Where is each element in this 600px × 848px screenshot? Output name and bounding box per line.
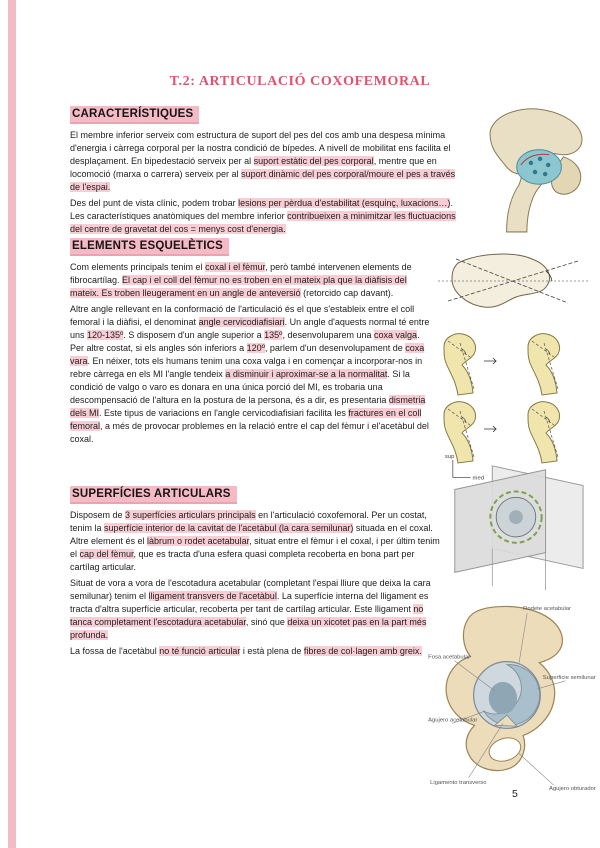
text-segment: , a més de provocar problemes en la relació entre el cap del fèmur i el'acetàbul del coxal. bbox=[70, 421, 429, 444]
text-segment-highlight: no tanca completament l'escotadura acetabular bbox=[70, 604, 424, 627]
text-segment-highlight: coxa valga bbox=[374, 330, 418, 340]
text-segment-highlight: El cap i el coll del fèmur no es troben en el mateix pla que la diàfisis del mateix. Es troben lleugerament en un angle de anteversió bbox=[70, 275, 407, 298]
text-segment: , però també intervenen elements de fibrocartílag. bbox=[70, 262, 412, 285]
text-segment-highlight: dismetria dels MI bbox=[70, 395, 426, 418]
text-segment-highlight: cap del fèmur bbox=[79, 549, 134, 559]
text-segment-highlight: fibres de col·lagen amb greix. bbox=[303, 646, 422, 656]
page-number: 5 bbox=[512, 788, 518, 800]
text-segment: La fossa de l'acetàbul bbox=[70, 646, 160, 656]
text-segment: en l'articulació coxofemoral. Per un costat, tenim la bbox=[70, 510, 427, 533]
text-segment-highlight: a disminuir i aproximar-se a la normalitat bbox=[225, 369, 388, 379]
text-segment-highlight: lesions per pèrdua d'estabilitat (esquinç, luxacions…) bbox=[238, 198, 451, 208]
text-segment: . Un angle d'aquests normal té entre uns bbox=[70, 317, 430, 340]
text-segment-highlight: fractures en el coll femoral bbox=[70, 408, 422, 431]
axis-label-sup: sup bbox=[444, 453, 455, 460]
text-segment-highlight: 135º bbox=[264, 330, 283, 340]
figure-label-fosa: Fosa acetabular bbox=[428, 654, 471, 661]
text-segment-highlight: angle cervicodiafisiari bbox=[198, 317, 285, 327]
text-segment: . Si la condició de valgo o varo es donara en una única porció del MI, es trobaria una descompensació de l'altura en la postura de la persona, és a dir, es presentaria bbox=[70, 369, 410, 405]
text-segment-highlight: superfície interior de la cavitat de l'acetàbul (la cara semilunar) bbox=[104, 523, 354, 533]
paragraph bbox=[70, 303, 436, 446]
text-segment-highlight: deixa un xicotet pas en la part més profunda. bbox=[70, 617, 427, 640]
text-segment: situada en el coxal. Altre element és el bbox=[70, 523, 433, 546]
planes-labrum-illustration bbox=[434, 452, 594, 602]
text-segment: i està plena de bbox=[240, 646, 304, 656]
section-heading: ELEMENTS ESQUELÈTICS bbox=[70, 238, 229, 256]
text-segment-highlight: suport dinàmic del pes corporal/moure el pes a través de l'espai. bbox=[70, 169, 456, 192]
paragraph bbox=[70, 509, 442, 574]
paragraph bbox=[70, 197, 464, 236]
text-segment: , situat entre el fèmur i el coxal, i per últim tenim el bbox=[70, 536, 440, 559]
text-segment-highlight: lligament transvers de l'acetàbul bbox=[148, 591, 277, 601]
axis-label-med: med bbox=[472, 475, 485, 482]
text-segment: . Les característiques anatòmiques del membre inferior bbox=[70, 198, 453, 221]
section-caracteristiques bbox=[70, 104, 464, 239]
left-margin-strip bbox=[8, 0, 16, 848]
text-segment: . La superfície interna del lligament es tracta d'altra superfície articular, recoberta per tant de cartílag articular. Este lligament bbox=[70, 591, 429, 614]
text-segment-highlight: coxal i el fèmur bbox=[205, 262, 266, 272]
section-heading: SUPERFÍCIES ARTICULARS bbox=[70, 486, 237, 504]
text-segment-highlight: 120º bbox=[246, 343, 265, 353]
text-segment: Altre angle rellevant en la conformació de l'articulació és el que s'estableix entre el coll femoral i la diàfisi, el denominat bbox=[70, 304, 415, 327]
text-segment: Des del punt de vista clínic, podem trobar bbox=[70, 198, 239, 208]
text-segment-highlight: coxa vara bbox=[70, 343, 425, 366]
text-segment-highlight: no té funció articular bbox=[159, 646, 241, 656]
section-heading: CARACTERÍSTIQUES bbox=[70, 106, 199, 124]
hip-joint-ligaments-illustration bbox=[476, 104, 594, 236]
text-segment: , que es tracta d'una esfera quasi completa recoberta en bona part per cartílag articular. bbox=[70, 549, 415, 572]
paragraph bbox=[70, 129, 464, 194]
acetabulum-labeled-illustration bbox=[426, 600, 598, 792]
figure-label-agujero-obturador: Agujero obturador bbox=[548, 785, 596, 792]
text-segment: . S disposem d'un angle superior a bbox=[123, 330, 265, 340]
text-segment: Situat de vora a vora de l'escotadura acetabular (completant l'espai lliure que deixa la cara semilunar) tenim el bbox=[70, 578, 431, 601]
paragraph bbox=[70, 261, 436, 300]
text-segment: El membre inferior serveix com estructura de suport del pes del cos amb una despesa mínima d'energia i càrrega corporal per la nostra condició de bípedes. A nivell de mobilitat ens facilita el desplaçament. En bipedestació serveix per al bbox=[70, 130, 451, 166]
text-segment: . Per altre costat, si els angles són inferiors a bbox=[70, 330, 420, 353]
paragraph bbox=[70, 645, 442, 658]
section-elements-esqueletics bbox=[70, 236, 436, 449]
text-segment-highlight: suport estàtic del pes corporal bbox=[253, 156, 374, 166]
text-segment: Disposem de bbox=[70, 510, 126, 520]
text-segment-highlight: 3 superfícies articulars principals bbox=[125, 510, 256, 520]
text-segment: Com elements principals tenim el bbox=[70, 262, 206, 272]
text-segment: , parlem d'un desenvolupament de bbox=[264, 343, 406, 353]
figure-label-rodete: Rodete acetabular bbox=[523, 606, 572, 613]
text-segment: , desenvoluparem una bbox=[282, 330, 375, 340]
text-segment: (retorcido cap davant). bbox=[300, 288, 394, 298]
text-segment-highlight: contribueixen a minimitzar les fluctuacions del centre de gravetat del cos = menys cost d'energia. bbox=[70, 211, 456, 234]
femoral-angles-illustration bbox=[428, 248, 598, 468]
figure-label-agujero-acetabular: Agujero acetabular bbox=[428, 717, 478, 724]
section-superficies-articulars bbox=[70, 484, 442, 661]
text-segment-highlight: 120-135º bbox=[87, 330, 124, 340]
text-segment: , sinó que bbox=[245, 617, 288, 627]
text-segment: . En néixer, tots els humans tenim una coxa valga i en començar a incorporar-nos in rebre càrrega en els MI l'angle tendeix bbox=[70, 356, 423, 379]
paragraph bbox=[70, 577, 442, 642]
figure-label-semilunar: Superficie semilunar bbox=[542, 674, 596, 681]
text-segment-highlight: làbrum o rodet acetabular bbox=[147, 536, 250, 546]
text-segment: , mentre que en locomoció (marxa o carrera) serveix per al bbox=[70, 156, 437, 179]
page-title: T.2: ARTICULACIÓ COXOFEMORAL bbox=[169, 74, 431, 89]
figure-label-ligamento-transverso: Ligamento transverso bbox=[430, 779, 487, 786]
text-segment: . Este tipus de variacions en l'angle cervicodiafisiari facilita les bbox=[99, 408, 349, 418]
